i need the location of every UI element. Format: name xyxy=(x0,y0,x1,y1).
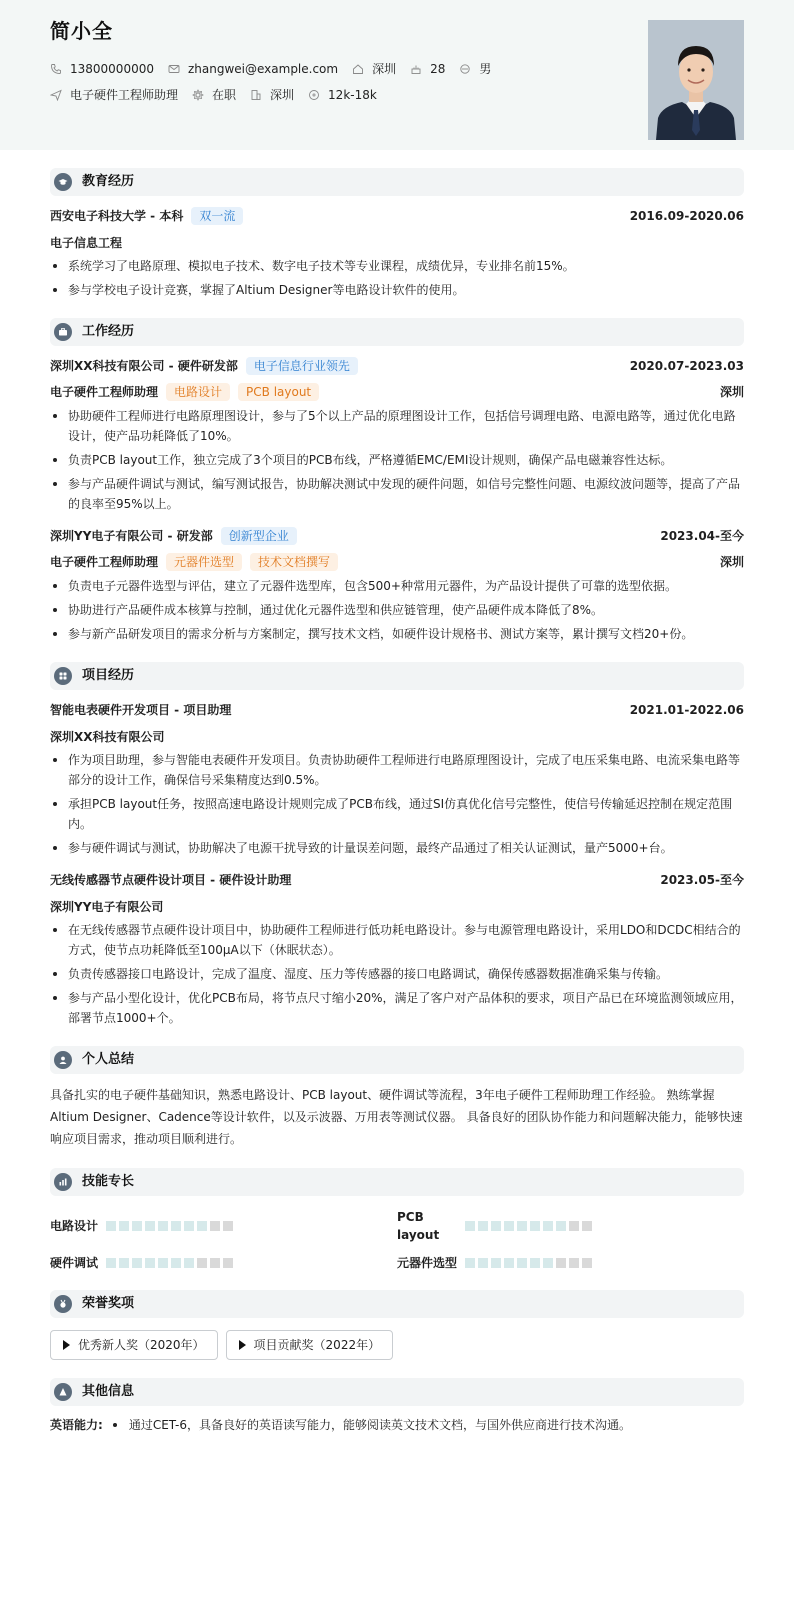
education-row xyxy=(50,206,744,226)
job-city-text: 深圳 xyxy=(270,88,295,102)
list-item: 协助硬件工程师进行电路原理图设计，参与了5个以上产品的原理图设计工作，包括信号调理电路、电源电路等，通过优化电路设计，使产品功耗降低了10%。 xyxy=(50,406,744,446)
role-title: 电子硬件工程师助理 xyxy=(50,555,159,569)
award-toggle[interactable] xyxy=(226,1330,394,1360)
skill-dot-filled xyxy=(530,1221,540,1231)
project-1-row xyxy=(50,870,744,890)
skill-dot-filled xyxy=(478,1221,488,1231)
skill-dot-filled xyxy=(465,1221,475,1231)
skills-grid xyxy=(50,1208,744,1272)
work-heading: 工作经历 xyxy=(82,324,135,340)
work-city: 深圳 xyxy=(719,385,744,399)
skill-dot-empty xyxy=(223,1258,233,1268)
candidate-name: 简小全 xyxy=(50,19,113,43)
skill-level-dots xyxy=(465,1221,595,1231)
skill-name: 元器件选型 xyxy=(397,1256,458,1270)
work-1-row xyxy=(50,526,744,546)
resume-header xyxy=(0,0,794,150)
skill-name: 硬件调试 xyxy=(50,1256,99,1270)
mail-icon xyxy=(168,63,180,75)
job-city-item xyxy=(250,86,294,104)
coin-icon xyxy=(308,89,320,101)
education-period: 2016.09-2020.06 xyxy=(629,209,744,223)
grid-icon xyxy=(54,667,72,685)
projects-heading: 项目经历 xyxy=(82,668,135,684)
list-item: 参与硬件调试与测试，协助解决了电源干扰导致的计量误差问题，最终产品通过了相关认证测试，量产5000+台。 xyxy=(50,838,744,858)
work-city: 深圳 xyxy=(719,555,744,569)
project-company: 深圳XX科技有限公司 xyxy=(50,730,165,744)
work-period: 2020.07-2023.03 xyxy=(629,359,744,373)
skill-dot-empty xyxy=(556,1258,566,1268)
graduation-cap-icon xyxy=(54,173,72,191)
play-triangle-icon xyxy=(63,1340,70,1350)
list-item: 系统学习了电路原理、模拟电子技术、数字电子技术等专业课程，成绩优异，专业排名前15%。 xyxy=(50,256,744,276)
job-text: 电子硬件工程师助理 xyxy=(70,88,179,102)
gender-text: 男 xyxy=(479,62,492,76)
skill-name: PCB layout xyxy=(397,1210,440,1242)
status-text: 在职 xyxy=(212,88,237,102)
work-period: 2023.04-至今 xyxy=(660,529,744,543)
user-icon xyxy=(54,1051,72,1069)
work-0-bullets xyxy=(50,406,744,514)
other-row xyxy=(50,1416,744,1434)
other-section-title xyxy=(50,1378,744,1406)
list-item: 参与产品硬件调试与测试，编写测试报告，协助解决测试中发现的硬件问题，如信号完整性问题、电源纹波问题等，提高了产品的良率至95%以上。 xyxy=(50,474,744,514)
gear-icon xyxy=(192,89,204,101)
skill-dot-filled xyxy=(145,1221,155,1231)
skill-dot-empty xyxy=(569,1221,579,1231)
skill-dot-filled xyxy=(556,1221,566,1231)
summary-text: 具备扎实的电子硬件基础知识，熟悉电路设计、PCB layout、硬件调试等流程，3年电子硬件工程师助理工作经验。 熟练掌握Altium Designer、Cadence等设计软件，以及示波器、万用表等测试仪器。 具备良好的团队协作能力和问题解决能力，能够快速响应项目需求，推动项目顺利进行。 xyxy=(50,1088,743,1146)
play-triangle-icon xyxy=(239,1340,246,1350)
award-label: 项目贡献奖（2022年） xyxy=(253,1338,381,1352)
skill-dot-filled xyxy=(171,1258,181,1268)
work-0-role-row xyxy=(50,382,744,402)
skill-row xyxy=(397,1254,744,1272)
skill-dot-empty xyxy=(197,1258,207,1268)
job-row xyxy=(50,82,744,108)
skill-tag: 元器件选型 xyxy=(166,553,242,571)
skill-dot-filled xyxy=(491,1258,501,1268)
skill-dot-filled xyxy=(478,1258,488,1268)
skill-dot-empty xyxy=(582,1221,592,1231)
list-item: 参与学校电子设计竞赛，掌握了Altium Designer等电路设计软件的使用。 xyxy=(50,280,744,300)
status-item xyxy=(192,86,236,104)
list-item: 承担PCB layout任务，按照高速电路设计规则完成了PCB布线，通过SI仿真优化信号完整性，使信号传输延迟控制在规定范围内。 xyxy=(50,794,744,834)
skill-dot-empty xyxy=(223,1221,233,1231)
company-tag: 电子信息行业领先 xyxy=(246,357,358,375)
list-item: 参与新产品研发项目的需求分析与方案制定，撰写技术文档，如硬件设计规格书、测试方案等，累计撰写文档20+份。 xyxy=(50,624,744,644)
profile-photo xyxy=(648,20,744,140)
education-section-title xyxy=(50,168,744,196)
list-item: 负责PCB layout工作，独立完成了3个项目的PCB布线，严格遵循EMC/EMI设计规则，确保产品电磁兼容性达标。 xyxy=(50,450,744,470)
list-item: 负责电子元器件选型与评估，建立了元器件选型库，包含500+种常用元器件，为产品设计提供了可靠的选型依据。 xyxy=(50,576,744,596)
skill-dot-filled xyxy=(184,1221,194,1231)
awards-list xyxy=(50,1330,744,1360)
email-text: zhangwei@example.com xyxy=(187,62,339,76)
other-heading: 其他信息 xyxy=(82,1384,135,1400)
skill-dot-filled xyxy=(132,1258,142,1268)
contact-row xyxy=(50,56,744,82)
skill-dot-filled xyxy=(504,1258,514,1268)
awards-section-title xyxy=(50,1290,744,1318)
company-tag: 创新型企业 xyxy=(221,527,297,545)
project-1-bullets xyxy=(50,920,744,1028)
skill-dot-empty xyxy=(569,1258,579,1268)
age-item xyxy=(410,60,445,78)
skill-dot-filled xyxy=(145,1258,155,1268)
chart-icon xyxy=(54,1173,72,1191)
summary-section-title xyxy=(50,1046,744,1074)
company-name: 深圳YY电子有限公司 - 研发部 xyxy=(50,529,213,543)
project-period: 2023.05-至今 xyxy=(660,873,744,887)
school-name: 西安电子科技大学 - 本科 xyxy=(50,209,184,223)
skill-dot-filled xyxy=(517,1258,527,1268)
award-label: 优秀新人奖（2020年） xyxy=(78,1338,205,1352)
list-item: 负责传感器接口电路设计，完成了温度、湿度、压力等传感器的接口电路调试，确保传感器数据准确采集与传输。 xyxy=(50,964,744,984)
other-text: 通过CET-6，具备良好的英语读写能力，能够阅读英文技术文档，与国外供应商进行技术沟通。 xyxy=(128,1418,631,1432)
skill-dot-filled xyxy=(530,1258,540,1268)
skill-dot-filled xyxy=(158,1258,168,1268)
project-0-bullets xyxy=(50,750,744,858)
skill-row xyxy=(50,1208,397,1244)
gender-item xyxy=(459,60,491,78)
skill-level-dots xyxy=(465,1258,595,1268)
cake-icon xyxy=(410,63,422,75)
salary-item xyxy=(308,86,377,104)
phone-text: 13800000000 xyxy=(70,62,154,76)
skill-dot-filled xyxy=(504,1221,514,1231)
skill-dot-filled xyxy=(119,1258,129,1268)
skill-dot-filled xyxy=(543,1221,553,1231)
skill-row xyxy=(397,1208,744,1244)
skill-level-dots xyxy=(106,1221,236,1231)
salary-text: 12k-18k xyxy=(328,88,377,102)
skill-dot-filled xyxy=(132,1221,142,1231)
skill-dot-filled xyxy=(106,1221,116,1231)
medal-icon xyxy=(54,1295,72,1313)
list-item: 在无线传感器节点硬件设计项目中，协助硬件工程师进行低功耗电路设计。参与电源管理电路设计，采用LDO和DCDC相结合的方式，使节点功耗降低至100μA以下（休眠状态）。 xyxy=(50,920,744,960)
project-company: 深圳YY电子有限公司 xyxy=(50,900,164,914)
resume-content xyxy=(0,168,794,1434)
send-icon xyxy=(50,89,62,101)
city-text: 深圳 xyxy=(372,62,397,76)
summary-heading: 个人总结 xyxy=(82,1052,135,1068)
skills-heading: 技能专长 xyxy=(82,1174,135,1190)
skill-dot-empty xyxy=(210,1221,220,1231)
project-name: 智能电表硬件开发项目 - 项目助理 xyxy=(50,703,232,717)
skill-dot-filled xyxy=(158,1221,168,1231)
skill-dot-empty xyxy=(582,1258,592,1268)
work-0-row xyxy=(50,356,744,376)
role-title: 电子硬件工程师助理 xyxy=(50,385,159,399)
work-section-title xyxy=(50,318,744,346)
skill-tag: PCB layout xyxy=(238,383,319,401)
education-bullets xyxy=(50,256,744,300)
skill-dot-filled xyxy=(197,1221,207,1231)
phone-icon xyxy=(50,63,62,75)
skill-tag: 电路设计 xyxy=(166,383,230,401)
skills-section-title xyxy=(50,1168,744,1196)
skill-dot-empty xyxy=(210,1258,220,1268)
phone-item xyxy=(50,60,154,78)
skill-dot-filled xyxy=(106,1258,116,1268)
briefcase-icon xyxy=(54,323,72,341)
skill-dot-filled xyxy=(491,1221,501,1231)
awards-heading: 荣誉奖项 xyxy=(82,1296,135,1312)
skill-name: 电路设计 xyxy=(50,1219,99,1233)
city-item xyxy=(352,60,396,78)
skill-row xyxy=(50,1254,397,1272)
project-name: 无线传感器节点硬件设计项目 - 硬件设计助理 xyxy=(50,873,292,887)
skill-dot-filled xyxy=(171,1221,181,1231)
project-0-row xyxy=(50,700,744,720)
info-icon xyxy=(54,1383,72,1401)
job-item xyxy=(50,86,178,104)
company-name: 深圳XX科技有限公司 - 硬件研发部 xyxy=(50,359,238,373)
age-text: 28 xyxy=(430,62,446,76)
list-item: 协助进行产品硬件成本核算与控制，通过优化元器件选型和供应链管理，使产品硬件成本降低了8%。 xyxy=(50,600,744,620)
other-label: 英语能力: xyxy=(50,1418,103,1432)
building-icon xyxy=(250,89,262,101)
home-icon xyxy=(352,63,364,75)
work-1-role-row xyxy=(50,552,744,572)
project-period: 2021.01-2022.06 xyxy=(629,703,744,717)
skill-dot-filled xyxy=(543,1258,553,1268)
skill-dot-filled xyxy=(119,1221,129,1231)
skill-dot-filled xyxy=(184,1258,194,1268)
skill-dot-filled xyxy=(465,1258,475,1268)
major: 电子信息工程 xyxy=(50,236,123,250)
work-1-bullets xyxy=(50,576,744,644)
skill-dot-filled xyxy=(517,1221,527,1231)
list-item: 作为项目助理，参与智能电表硬件开发项目。负责协助硬件工程师进行电路原理图设计，完成了电压采集电路、电流采集电路等部分的设计工作，确保信号采集精度达到0.5%。 xyxy=(50,750,744,790)
projects-section-title xyxy=(50,662,744,690)
skill-tag: 技术文档撰写 xyxy=(250,553,338,571)
award-toggle[interactable] xyxy=(50,1330,218,1360)
school-tag: 双一流 xyxy=(191,207,243,225)
skill-level-dots xyxy=(106,1258,236,1268)
email-item xyxy=(168,60,338,78)
list-item: 参与产品小型化设计，优化PCB布局，将节点尺寸缩小20%，满足了客户对产品体积的要求，项目产品已在环境监测领域应用，部署节点1000+个。 xyxy=(50,988,744,1028)
gender-icon xyxy=(459,63,471,75)
education-heading: 教育经历 xyxy=(82,174,135,190)
bullet-dot xyxy=(113,1423,117,1427)
